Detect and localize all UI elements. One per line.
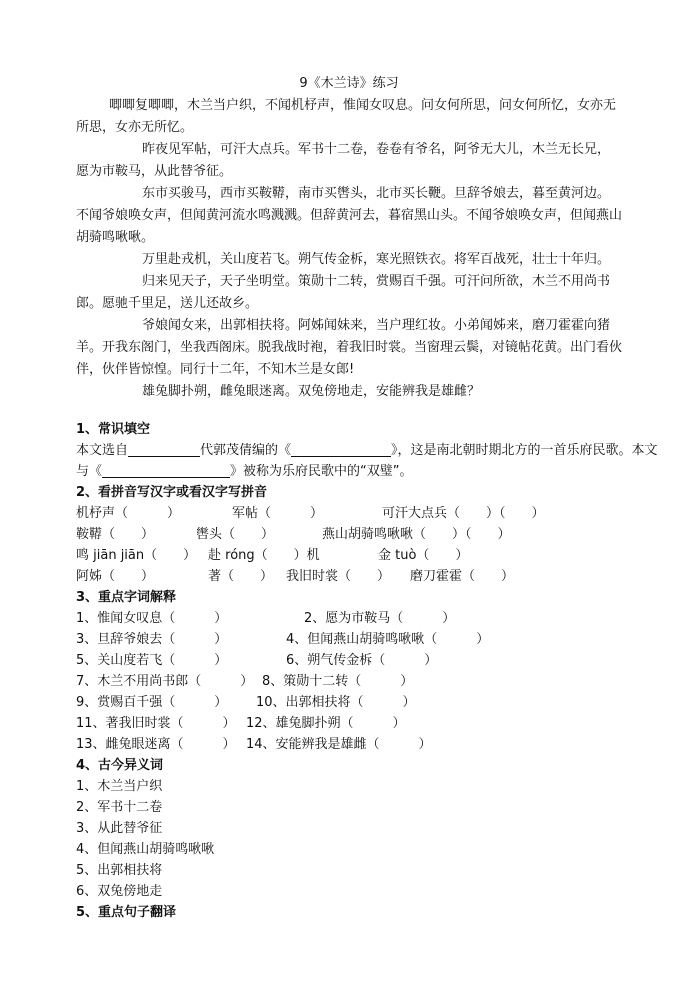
- pinyin-item: 赴 róng（ ）机: [208, 548, 320, 563]
- poem-paragraph-6: 爷娘闻女来，出郭相扶将。阿姊闻妹来，当户理红妆。小弟闻姊来，磨刀霍霍向猪羊。开我东阁门，坐我西阁床。脱我战时袍，着我旧时裳。当窗理云鬓，对镜帖花黄。出门看伙伴，伙伴皆惊惶。同行十二年，不知木兰是女郎!: [76, 318, 623, 377]
- vocab-item: 8、策勋十二转（ ）: [262, 674, 414, 689]
- fill-blank-line-2: [76, 461, 622, 482]
- section-3-heading: 3、重点字词解释: [76, 590, 177, 605]
- vocab-row: [76, 692, 622, 713]
- poem-text: [76, 95, 622, 403]
- vocab-item: 7、木兰不用尚书郎（ ）: [76, 674, 254, 689]
- poem-paragraph-7: 雄兔脚扑朔，雌兔眼迷离。双兔傍地走，安能辨我是雄雌？: [142, 384, 481, 399]
- vocab-row: [76, 629, 622, 650]
- pinyin-row: [76, 524, 622, 545]
- word-item: 5、出郭相扶将: [76, 863, 163, 878]
- poem-paragraph-1: 唧唧复唧唧，木兰当户织，不闻机杼声，惟闻女叹息。问女何所思，问女何所忆，女亦无所思，女亦无所忆。: [76, 98, 617, 135]
- pinyin-row: [76, 545, 622, 566]
- section-1-heading: 1、常识填空: [76, 422, 151, 437]
- section-ancient-modern: [76, 755, 622, 902]
- vocab-item: 6、朔气传金柝（ ）: [286, 653, 438, 668]
- word-item: 2、军书十二卷: [76, 800, 163, 815]
- pinyin-item: 军帖（ ）: [232, 506, 324, 521]
- word-item: 4、但闻燕山胡骑鸣啾啾: [76, 842, 215, 857]
- pinyin-row: [76, 503, 622, 524]
- vocab-item: 5、关山度若飞（ ）: [76, 653, 228, 668]
- pinyin-item: 金 tuò（ ）: [378, 548, 469, 563]
- pinyin-item: 磨刀霍霍（ ）: [410, 569, 515, 584]
- poem-paragraph-2: 昨夜见军帖，可汗大点兵。军书十二卷，卷卷有爷名，阿爷无大儿，木兰无长兄，愿为市鞍马，从此替爷征。: [76, 142, 611, 179]
- pinyin-item: 燕山胡骑鸣啾啾（ ）（ ）: [322, 527, 511, 542]
- pinyin-item: 著（ ）: [208, 569, 274, 584]
- blank-text: 与《: [76, 464, 103, 479]
- poem-paragraph-3: 东市买骏马，西市买鞍鞯，南市买辔头，北市买长鞭。旦辞爷娘去，暮至黄河边。不闻爷娘唤女声，但闻黄河流水鸣溅溅。但辞黄河去，暮宿黑山头。不闻爷娘唤女声，但闻燕山胡骑鸣啾啾。: [76, 186, 623, 245]
- book-title-blank[interactable]: [291, 441, 391, 457]
- vocab-item: 12、雄兔脚扑朔（ ）: [246, 716, 406, 731]
- pinyin-item: 机杼声（ ）: [76, 506, 181, 521]
- pinyin-item: 我旧时裳（ ）: [286, 569, 391, 584]
- pinyin-item: 辔头（ ）: [196, 527, 275, 542]
- word-item: 1、木兰当户织: [76, 779, 163, 794]
- vocab-row: [76, 734, 622, 755]
- vocab-item: 4、但闻燕山胡骑鸣啾啾（ ）: [286, 632, 490, 647]
- section-vocab: [76, 587, 622, 755]
- blank-text: 本文选自: [76, 443, 129, 458]
- fill-blank-line-1: [76, 440, 658, 461]
- vocab-item: 3、旦辞爷娘去（ ）: [76, 632, 228, 647]
- blank-text: 》被称为乐府民歌中的“双璧”。: [230, 464, 413, 479]
- vocab-item: 1、惟闻女叹息（ ）: [76, 611, 228, 626]
- section-4-heading: 4、古今异义词: [76, 758, 164, 773]
- blank-text: 》，这是南北朝时期北方的一首乐府民歌。本文: [391, 443, 658, 458]
- dynasty-blank[interactable]: [128, 441, 200, 457]
- vocab-item: 14、安能辨我是雄雌（ ）: [246, 737, 432, 752]
- page-title: 9《木兰诗》练习: [299, 76, 399, 91]
- pinyin-row: [76, 566, 622, 587]
- section-2-heading: 2、看拼音写汉字或看汉字写拼音: [76, 485, 268, 500]
- pinyin-item: 可汗大点兵（ ）（ ）: [382, 506, 545, 521]
- blank-text: 代郭茂倩编的《: [200, 443, 292, 458]
- vocab-item: 9、赏赐百千强（ ）: [76, 695, 228, 710]
- vocab-item: 2、愿为市鞍马（ ）: [304, 611, 456, 626]
- word-item: 6、双兔傍地走: [76, 884, 163, 899]
- word-item: 3、从此替爷征: [76, 821, 163, 836]
- vocab-row: [76, 650, 622, 671]
- section-5-heading: 5、重点句子翻译: [76, 905, 177, 920]
- vocab-item: 11、著我旧时裳（ ）: [76, 716, 236, 731]
- section-pinyin: [76, 482, 622, 587]
- section-knowledge: [76, 419, 658, 482]
- vocab-row: [76, 671, 622, 692]
- vocab-row: [76, 608, 622, 629]
- pinyin-item: 鞍鞯（ ）: [76, 527, 155, 542]
- vocab-row: [76, 713, 622, 734]
- poem-title-blank[interactable]: [102, 462, 230, 478]
- poem-paragraph-5: 归来见天子，天子坐明堂。策勋十二转，赏赐百千强。可汗问所欲，木兰不用尚书郎。愿驰千里足，送儿还故乡。: [76, 274, 611, 311]
- worksheet: [76, 74, 658, 923]
- pinyin-item: 阿姊（ ）: [76, 569, 155, 584]
- vocab-item: 13、雌兔眼迷离（ ）: [76, 737, 236, 752]
- section-translation: [76, 902, 622, 923]
- pinyin-item: 鸣 jiān jiān（ ）: [76, 548, 197, 563]
- vocab-item: 10、出郭相扶将（ ）: [256, 695, 416, 710]
- poem-paragraph-4: 万里赴戎机，关山度若飞。朔气传金柝，寒光照铁衣。将军百战死，壮士十年归。: [142, 252, 611, 267]
